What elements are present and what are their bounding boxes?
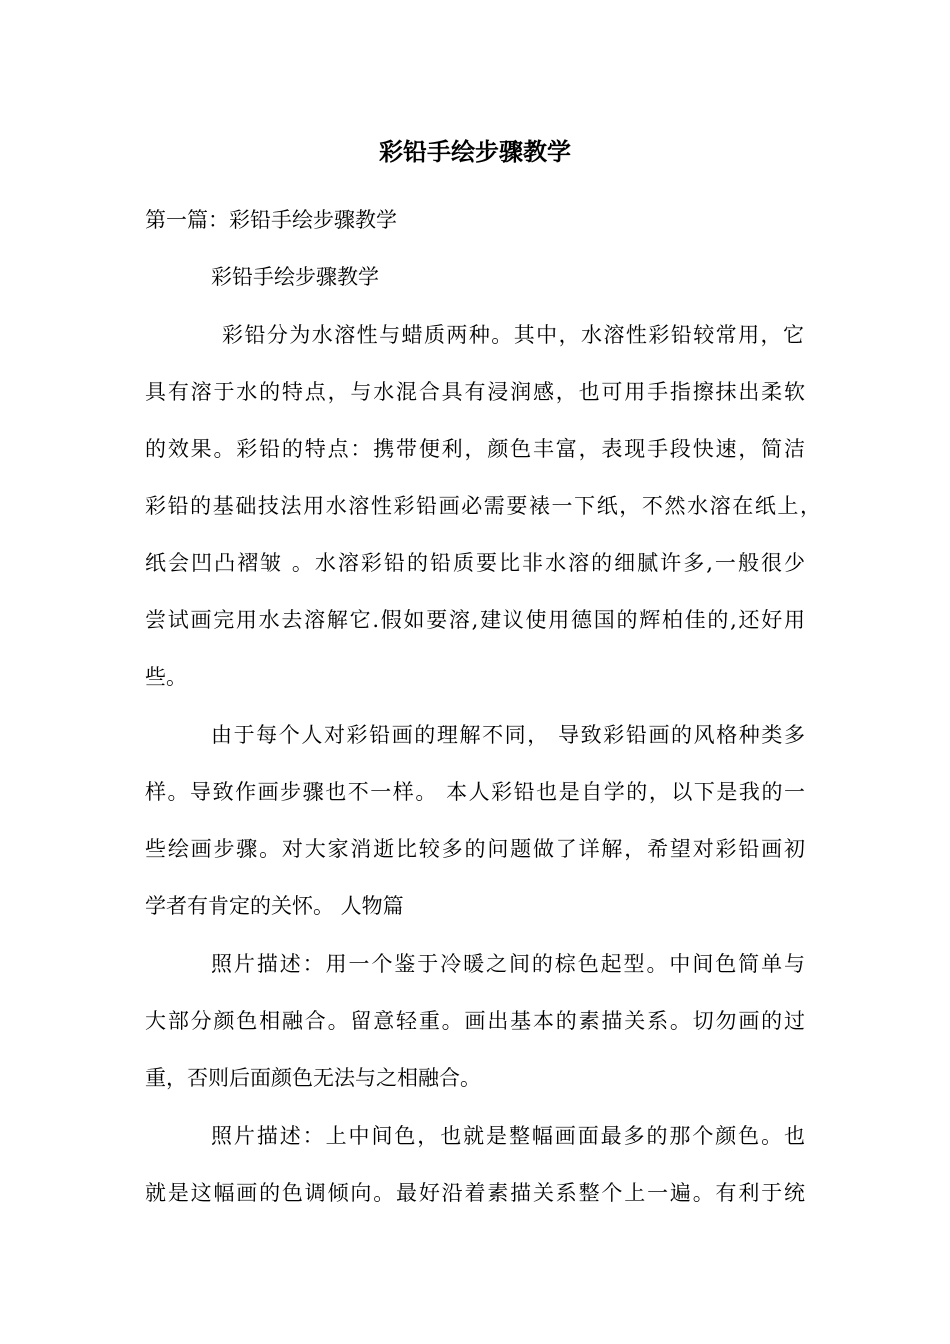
paragraph-line: 重，否则后面颜色无法与之相融合。 (145, 1066, 481, 1090)
paragraph-line: 就是这幅画的色调倾向。最好沿着素描关系整个上一遍。有利于统 (145, 1181, 805, 1205)
paragraph-line: 样。导致作画步骤也不一样。 本人彩铅也是自学的，以下是我的一 (145, 780, 805, 804)
paragraph-line: 照片描述：用一个鉴于冷暖之间的棕色起型。中间色简单与 (211, 952, 805, 976)
paragraph-line: 尝试画完用水去溶解它.假如要溶,建议使用德国的辉柏佳的,还好用 (145, 608, 805, 632)
paragraph-line: 彩铅的基础技法用水溶性彩铅画必需要裱一下纸，不然水溶在纸上， (145, 494, 821, 518)
paragraph-line: 些。 (145, 665, 187, 689)
paragraph-line: 照片描述：上中间色，也就是整幅画面最多的那个颜色。也 (211, 1124, 805, 1148)
paragraph-line: 具有溶于水的特点，与水混合具有浸润感，也可用手指擦抹出柔软 (145, 380, 805, 404)
paragraph-line: 的效果。彩铅的特点：携带便利，颜色丰富，表现手段快速，简洁 (145, 437, 805, 461)
section-heading: 第一篇：彩铅手绘步骤教学 (145, 208, 397, 232)
paragraph-line: 由于每个人对彩铅画的理解不同， 导致彩铅画的风格种类多 (211, 723, 805, 747)
document-title: 彩铅手绘步骤教学 (379, 137, 571, 166)
paragraph-line: 些绘画步骤。对大家消逝比较多的问题做了详解，希望对彩铅画初 (145, 837, 805, 861)
paragraph-line: 大部分颜色相融合。留意轻重。画出基本的素描关系。切勿画的过 (145, 1009, 805, 1033)
paragraph-line: 纸会凹凸褶皱 。水溶彩铅的铅质要比非水溶的细腻许多,一般很少 (145, 551, 805, 575)
paragraph-line: 彩铅分为水溶性与蜡质两种。其中，水溶性彩铅较常用，它 (222, 323, 804, 347)
subsection-heading: 彩铅手绘步骤教学 (211, 265, 379, 289)
paragraph-line: 学者有肯定的关怀。 人物篇 (145, 894, 404, 918)
